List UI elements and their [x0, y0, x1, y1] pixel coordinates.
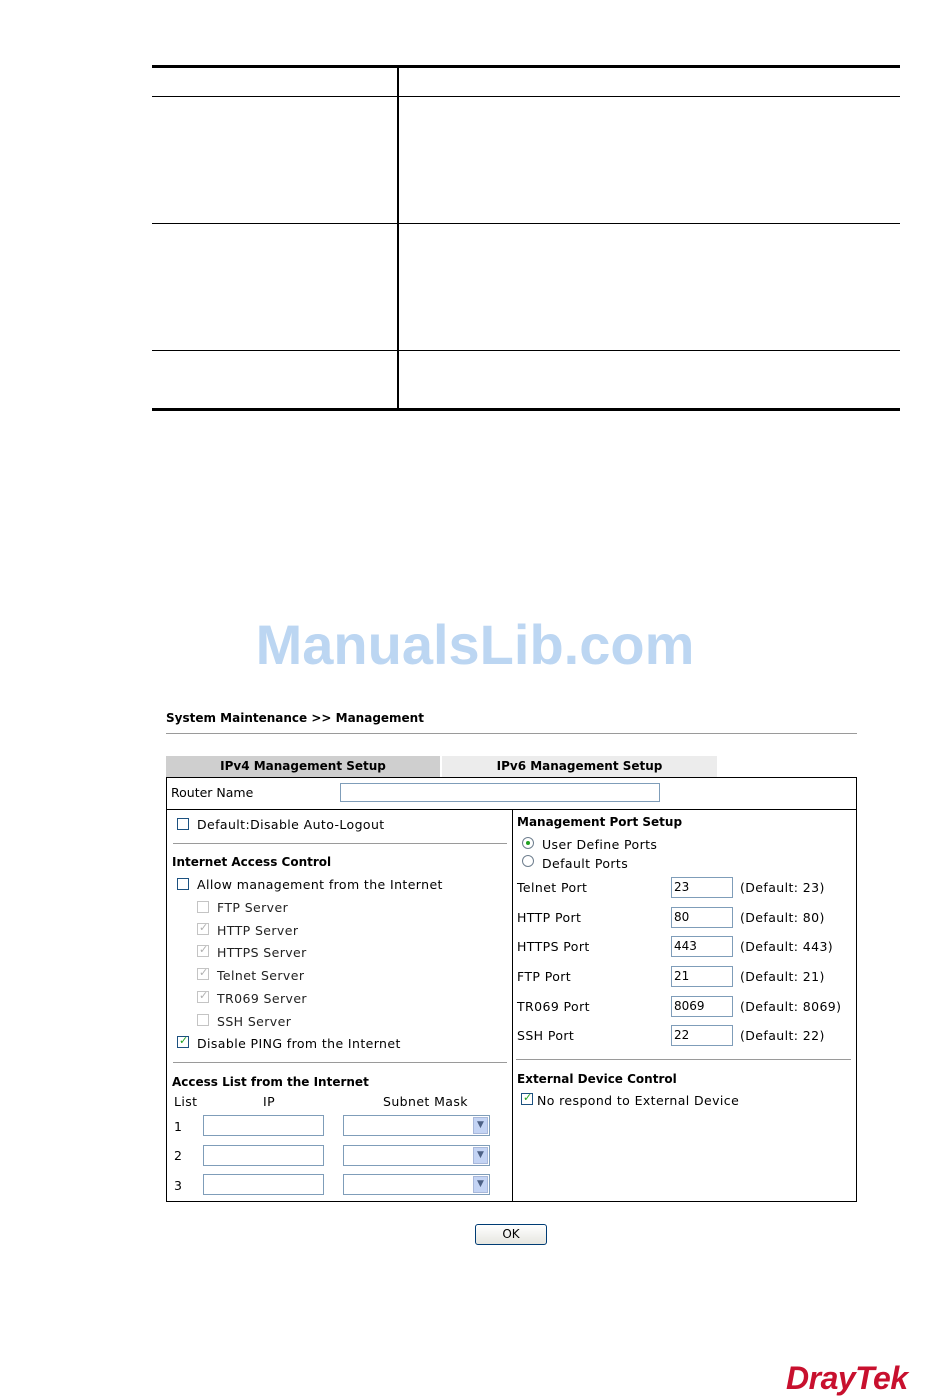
https-port-input[interactable]: 443: [671, 936, 733, 957]
table-bottom-rule: [152, 408, 900, 411]
default-logout-label: Default:Disable Auto-Logout: [197, 817, 385, 832]
user-define-ports-label: User Define Ports: [542, 837, 658, 852]
tab-ipv4-management[interactable]: IPv4 Management Setup: [166, 756, 440, 777]
external-device-heading: External Device Control: [517, 1072, 677, 1086]
ssh-port-input[interactable]: 22: [671, 1025, 733, 1046]
port-default-text: (Default: 22): [740, 1028, 825, 1043]
tr069-server-label: TR069 Server: [217, 991, 307, 1006]
access-list-col-mask: Subnet Mask: [383, 1094, 468, 1109]
access-row-index: 3: [174, 1178, 183, 1193]
telnet-port-input[interactable]: 23: [671, 877, 733, 898]
telnet-server-label: Telnet Server: [217, 968, 305, 983]
ssh-server-label: SSH Server: [217, 1014, 292, 1029]
port-label: HTTPS Port: [517, 939, 590, 954]
chevron-down-icon: ▼: [473, 1176, 488, 1193]
user-define-ports-radio[interactable]: [522, 837, 534, 849]
port-label: HTTP Port: [517, 910, 582, 925]
tr069-server-checkbox[interactable]: [197, 991, 209, 1003]
subnet-mask-select[interactable]: [343, 1174, 490, 1195]
access-row-index: 2: [174, 1148, 183, 1163]
https-server-label: HTTPS Server: [217, 945, 307, 960]
column-divider: [512, 809, 513, 1201]
port-default-text: (Default: 443): [740, 939, 834, 954]
check-icon: ✓: [199, 943, 209, 956]
radio-dot: [526, 841, 530, 845]
default-ports-radio[interactable]: [522, 855, 534, 867]
port-label: SSH Port: [517, 1028, 575, 1043]
port-setup-heading: Management Port Setup: [517, 815, 683, 829]
draytek-logo: DrayTek: [786, 1360, 908, 1396]
port-default-text: (Default: 23): [740, 880, 825, 895]
access-list-heading: Access List from the Internet: [172, 1075, 369, 1089]
title-divider: [166, 733, 857, 734]
http-server-label: HTTP Server: [217, 923, 299, 938]
check-icon: ✓: [199, 989, 209, 1002]
port-label: Telnet Port: [517, 880, 588, 895]
check-icon: ✓: [179, 1034, 189, 1047]
ftp-server-checkbox[interactable]: [197, 901, 209, 913]
check-icon: ✓: [199, 921, 209, 934]
subnet-mask-select[interactable]: [343, 1145, 490, 1166]
router-name-input[interactable]: [340, 783, 660, 802]
spec-table: [152, 65, 900, 411]
table-header-rule: [152, 96, 900, 97]
no-respond-label: No respond to External Device: [537, 1093, 740, 1108]
ftp-server-label: FTP Server: [217, 900, 289, 915]
http-server-checkbox[interactable]: [197, 923, 209, 935]
tr069-port-input[interactable]: 8069: [671, 996, 733, 1017]
access-ip-input[interactable]: [203, 1174, 324, 1195]
chevron-down-icon: ▼: [473, 1147, 488, 1164]
no-respond-checkbox[interactable]: [521, 1093, 533, 1105]
router-name-row: [167, 778, 856, 810]
port-default-text: (Default: 8069): [740, 999, 842, 1014]
https-server-checkbox[interactable]: [197, 945, 209, 957]
tab-ipv6-management[interactable]: IPv6 Management Setup: [442, 756, 717, 777]
port-default-text: (Default: 21): [740, 969, 825, 984]
ok-button[interactable]: OK: [475, 1224, 547, 1245]
port-default-text: (Default: 80): [740, 910, 825, 925]
table-column-rule: [397, 65, 399, 411]
chevron-down-icon: ▼: [473, 1117, 488, 1134]
page-title: System Maintenance >> Management: [166, 711, 424, 725]
table-row-rule: [152, 350, 900, 351]
subnet-mask-select[interactable]: [343, 1115, 490, 1136]
telnet-server-checkbox[interactable]: [197, 968, 209, 980]
internet-access-heading: Internet Access Control: [172, 855, 332, 869]
allow-mgmt-checkbox[interactable]: [177, 878, 189, 890]
access-list-col-list: List: [174, 1094, 198, 1109]
access-ip-input[interactable]: [203, 1145, 324, 1166]
ftp-port-input[interactable]: 21: [671, 966, 733, 987]
section-divider: [173, 1062, 507, 1063]
disable-ping-checkbox[interactable]: [177, 1036, 189, 1048]
access-row-index: 1: [174, 1119, 183, 1134]
default-logout-checkbox[interactable]: [177, 818, 189, 830]
default-ports-label: Default Ports: [542, 856, 629, 871]
router-name-label: Router Name: [171, 785, 254, 800]
port-label: FTP Port: [517, 969, 572, 984]
port-label: TR069 Port: [517, 999, 590, 1014]
allow-mgmt-label: Allow management from the Internet: [197, 877, 443, 892]
ssh-server-checkbox[interactable]: [197, 1014, 209, 1026]
http-port-input[interactable]: 80: [671, 907, 733, 928]
access-list-col-ip: IP: [263, 1094, 276, 1109]
access-ip-input[interactable]: [203, 1115, 324, 1136]
table-top-rule: [152, 65, 900, 68]
section-divider: [173, 843, 507, 844]
watermark: ManualsLib.com: [255, 613, 695, 676]
management-panel: [166, 777, 857, 1202]
disable-ping-label: Disable PING from the Internet: [197, 1036, 401, 1051]
section-divider: [516, 1059, 851, 1060]
check-icon: ✓: [199, 966, 209, 979]
check-icon: ✓: [523, 1091, 533, 1104]
table-row-rule: [152, 223, 900, 224]
